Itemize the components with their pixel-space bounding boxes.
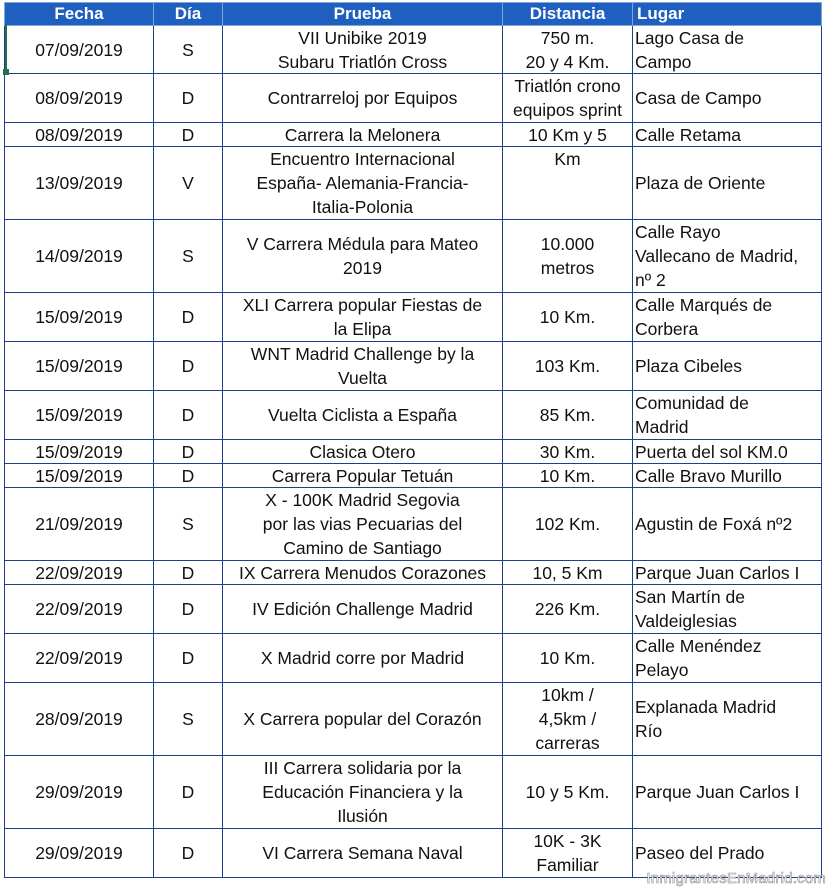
cell-lugar-text: Calle Marqués de Corbera [635, 295, 773, 339]
table-row [5, 634, 822, 683]
table-row [5, 147, 822, 220]
cell-distancia[interactable] [503, 829, 633, 878]
cell-fecha-text: 22/09/2019 [35, 563, 123, 583]
cell-lugar-text: Parque Juan Carlos I [635, 782, 800, 802]
cell-prueba[interactable] [223, 220, 503, 293]
cell-prueba-text: VI Carrera Semana Naval [262, 843, 463, 863]
cell-distancia-text: 85 Km. [539, 405, 596, 425]
cell-fecha[interactable] [5, 74, 154, 123]
cell-dia[interactable] [154, 585, 223, 634]
cell-fecha[interactable] [5, 440, 154, 464]
cell-lugar-text: Calle Menéndez Pelayo [635, 636, 762, 680]
cell-dia[interactable] [154, 391, 223, 440]
cell-lugar[interactable] [633, 342, 822, 391]
cell-lugar-text: Plaza de Oriente [635, 173, 766, 193]
cell-distancia-text: 10 y 5 Km. [525, 782, 610, 802]
cell-fecha-text: 28/09/2019 [35, 709, 123, 729]
cell-dia-text: D [181, 307, 195, 327]
cell-dia[interactable] [154, 74, 223, 123]
cell-distancia-text: 10 Km. [539, 648, 596, 668]
table-row [5, 683, 822, 756]
cell-distancia[interactable] [503, 683, 633, 756]
cell-lugar-text: Calle Retama [635, 125, 742, 145]
cell-fecha[interactable] [5, 464, 154, 488]
table-row [5, 585, 822, 634]
cell-fecha-text: 13/09/2019 [35, 173, 123, 193]
header-fecha[interactable]: Fecha [5, 3, 154, 26]
cell-prueba-text: X - 100K Madrid Segovia por las vias Pecuarias del Camino de Santiago [262, 490, 463, 558]
cell-distancia[interactable] [503, 391, 633, 440]
cell-prueba-text: Contrarreloj por Equipos [267, 88, 458, 108]
cell-dia-text: D [181, 125, 195, 145]
cell-distancia-text: 10km / 4,5km / carreras [535, 685, 600, 753]
cell-fecha[interactable] [5, 220, 154, 293]
cell-prueba[interactable] [223, 123, 503, 147]
cell-fecha[interactable] [5, 561, 154, 585]
cell-prueba-text: Vuelta Ciclista a España [267, 405, 458, 425]
header-distancia[interactable]: Distancia [503, 3, 633, 26]
cell-dia[interactable] [154, 683, 223, 756]
cell-prueba-text: Clasica Otero [309, 442, 416, 462]
cell-lugar[interactable] [633, 634, 822, 683]
cell-prueba-text: XLI Carrera popular Fiestas de la Elipa [242, 295, 483, 339]
cell-distancia[interactable] [503, 440, 633, 464]
cell-lugar-text: Plaza Cibeles [635, 356, 742, 376]
cell-prueba[interactable] [223, 683, 503, 756]
cell-distancia-text: Triatlón crono equipos sprint [513, 76, 622, 120]
cell-dia-text: S [182, 514, 194, 534]
cell-dia-text: D [181, 466, 195, 486]
cell-distancia-text: 10, 5 Km [532, 563, 603, 583]
cell-prueba-text: IX Carrera Menudos Corazones [238, 563, 487, 583]
cell-fecha-text: 08/09/2019 [35, 88, 123, 108]
cell-fecha-text: 22/09/2019 [35, 648, 123, 668]
cell-prueba[interactable] [223, 829, 503, 878]
cell-lugar-text: Calle Bravo Murillo [635, 466, 782, 486]
cell-lugar-text: Parque Juan Carlos I [635, 563, 800, 583]
cell-lugar[interactable] [633, 464, 822, 488]
cell-distancia[interactable] [503, 561, 633, 585]
cell-fecha[interactable] [5, 26, 154, 74]
cell-lugar-text: San Martín de Valdeiglesias [635, 587, 745, 631]
cell-dia[interactable] [154, 829, 223, 878]
cell-distancia[interactable] [503, 26, 633, 74]
cell-distancia-text: 750 m. 20 y 4 Km. [525, 28, 610, 72]
cell-fecha-text: 15/09/2019 [35, 442, 123, 462]
cell-distancia[interactable] [503, 464, 633, 488]
cell-prueba[interactable] [223, 488, 503, 561]
cell-distancia-text: 10 Km y 5 Km [528, 125, 607, 169]
cell-dia-text: D [181, 442, 195, 462]
table-row [5, 488, 822, 561]
table-row [5, 464, 822, 488]
cell-distancia[interactable] [503, 756, 633, 829]
cell-prueba[interactable] [223, 634, 503, 683]
header-dia[interactable]: Día [154, 3, 223, 26]
cell-lugar-text: Calle Rayo Vallecano de Madrid, nº 2 [635, 222, 799, 290]
table-row [5, 293, 822, 342]
cell-fecha-text: 21/09/2019 [35, 514, 123, 534]
cell-prueba[interactable] [223, 26, 503, 74]
cell-prueba-text: Carrera Popular Tetuán [271, 466, 454, 486]
cell-lugar[interactable] [633, 440, 822, 464]
cell-lugar-text: Puerta del sol KM.0 [635, 442, 788, 462]
cell-prueba-text: IV Edición Challenge Madrid [252, 599, 473, 619]
cell-dia[interactable] [154, 756, 223, 829]
cell-fecha[interactable] [5, 342, 154, 391]
cell-distancia-text: 10K - 3K Familiar [533, 831, 602, 875]
cell-dia[interactable] [154, 26, 223, 74]
cell-distancia-text: 10 Km. [539, 466, 596, 486]
cell-fecha-text: 08/09/2019 [35, 125, 123, 145]
cell-dia-text: D [181, 405, 195, 425]
cell-fecha-text: 14/09/2019 [35, 246, 123, 266]
cell-lugar[interactable] [633, 293, 822, 342]
cell-prueba[interactable] [223, 147, 503, 220]
cell-dia[interactable] [154, 220, 223, 293]
cell-distancia[interactable] [503, 585, 633, 634]
cell-dia[interactable] [154, 464, 223, 488]
cell-lugar-text: Comunidad de Madrid [635, 393, 749, 437]
cell-lugar[interactable] [633, 391, 822, 440]
cell-distancia[interactable] [503, 342, 633, 391]
cell-fecha-text: 22/09/2019 [35, 599, 123, 619]
cell-dia[interactable] [154, 440, 223, 464]
cell-prueba-text: Encuentro Internacional España- Alemania-Francia- Italia-Polonia [256, 149, 469, 217]
header-prueba[interactable]: Prueba [223, 3, 503, 26]
cell-dia-text: D [181, 843, 195, 863]
cell-prueba[interactable] [223, 440, 503, 464]
cell-lugar-text: Casa de Campo [635, 88, 762, 108]
cell-distancia-text: 103 Km. [534, 356, 601, 376]
table-row [5, 756, 822, 829]
cell-lugar[interactable] [633, 123, 822, 147]
cell-dia-text: D [181, 782, 195, 802]
cell-fecha[interactable] [5, 829, 154, 878]
cell-lugar[interactable] [633, 220, 822, 293]
table-row [5, 440, 822, 464]
cell-fecha[interactable] [5, 585, 154, 634]
cell-dia[interactable] [154, 561, 223, 585]
cell-fecha[interactable] [5, 147, 154, 220]
cell-distancia[interactable] [503, 488, 633, 561]
cell-lugar-text: Lago Casa de Campo [635, 28, 744, 72]
events-table [4, 2, 822, 878]
cell-fecha[interactable] [5, 391, 154, 440]
cell-prueba-text: X Carrera popular del Corazón [243, 709, 482, 729]
cell-lugar[interactable] [633, 585, 822, 634]
cell-dia[interactable] [154, 123, 223, 147]
cell-distancia-text: 226 Km. [534, 599, 601, 619]
cell-lugar[interactable] [633, 561, 822, 585]
cell-prueba-text: III Carrera solidaria por la Educación Financiera y la Ilusión [262, 758, 463, 826]
cell-fecha-text: 15/09/2019 [35, 356, 123, 376]
cell-dia-text: D [181, 356, 195, 376]
cell-dia-text: D [181, 88, 195, 108]
cell-prueba[interactable] [223, 293, 503, 342]
cell-lugar[interactable] [633, 756, 822, 829]
cell-fecha[interactable] [5, 293, 154, 342]
watermark: InmigrantesEnMadrid.com [646, 870, 826, 887]
cell-fecha-text: 29/09/2019 [35, 843, 123, 863]
cell-dia[interactable] [154, 342, 223, 391]
cell-distancia-text: 10 Km. [539, 307, 596, 327]
table-row [5, 391, 822, 440]
cell-lugar[interactable] [633, 683, 822, 756]
cell-prueba[interactable] [223, 561, 503, 585]
cell-prueba-text: X Madrid corre por Madrid [260, 648, 465, 668]
cell-prueba-text: V Carrera Médula para Mateo 2019 [246, 234, 479, 278]
cell-fecha-text: 15/09/2019 [35, 466, 123, 486]
cell-selection-border [5, 24, 7, 72]
cell-distancia-text: 10.000 metros [540, 234, 595, 278]
cell-fecha-text: 15/09/2019 [35, 405, 123, 425]
table-row [5, 26, 822, 74]
table-row [5, 74, 822, 123]
cell-lugar-text: Explanada Madrid Río [635, 697, 777, 741]
table-row [5, 220, 822, 293]
cell-distancia[interactable] [503, 634, 633, 683]
cell-fecha-text: 07/09/2019 [35, 39, 123, 60]
cell-distancia[interactable] [503, 123, 633, 169]
cell-prueba[interactable] [223, 342, 503, 391]
cell-lugar[interactable] [633, 147, 822, 220]
cell-distancia-text: 102 Km. [534, 514, 601, 534]
cell-dia-text: D [181, 599, 195, 619]
cell-prueba-text: WNT Madrid Challenge by la Vuelta [250, 344, 475, 388]
cell-distancia-text: 30 Km. [539, 442, 596, 462]
cell-prueba[interactable] [223, 585, 503, 634]
cell-fecha-text: 15/09/2019 [35, 307, 123, 327]
cell-prueba[interactable] [223, 756, 503, 829]
cell-lugar[interactable] [633, 74, 822, 123]
cell-distancia[interactable] [503, 220, 633, 293]
cell-dia-text: S [182, 709, 194, 729]
cell-distancia[interactable] [503, 74, 633, 123]
cell-fecha[interactable] [5, 683, 154, 756]
cell-dia[interactable] [154, 488, 223, 561]
header-lugar[interactable]: Lugar [633, 3, 822, 26]
table-row [5, 342, 822, 391]
cell-distancia[interactable] [503, 293, 633, 342]
cell-dia[interactable] [154, 147, 223, 220]
cell-dia-text: D [181, 648, 195, 668]
header-row [5, 3, 822, 26]
cell-dia[interactable] [154, 634, 223, 683]
cell-prueba-text: Carrera la Melonera [284, 125, 441, 145]
cell-fecha[interactable] [5, 488, 154, 561]
cell-dia-text: S [182, 246, 194, 266]
cell-dia-text: S [182, 39, 194, 60]
cell-lugar[interactable] [633, 488, 822, 561]
fill-handle[interactable] [3, 69, 9, 75]
cell-lugar-text: Agustin de Foxá nº2 [635, 514, 793, 534]
cell-prueba[interactable] [223, 464, 503, 488]
cell-prueba[interactable] [223, 74, 503, 123]
cell-prueba[interactable] [223, 391, 503, 440]
cell-lugar-text: Paseo del Prado [635, 843, 765, 863]
cell-fecha-text: 29/09/2019 [35, 782, 123, 802]
cell-dia[interactable] [154, 293, 223, 342]
table-row [5, 123, 822, 147]
cell-dia-text: D [181, 563, 195, 583]
cell-dia-text: V [182, 173, 194, 193]
table-row [5, 561, 822, 585]
cell-lugar[interactable] [633, 26, 822, 74]
cell-prueba-text: VII Unibike 2019 Subaru Triatlón Cross [277, 28, 448, 72]
cell-fecha[interactable] [5, 123, 154, 147]
cell-fecha[interactable] [5, 634, 154, 683]
cell-fecha[interactable] [5, 756, 154, 829]
